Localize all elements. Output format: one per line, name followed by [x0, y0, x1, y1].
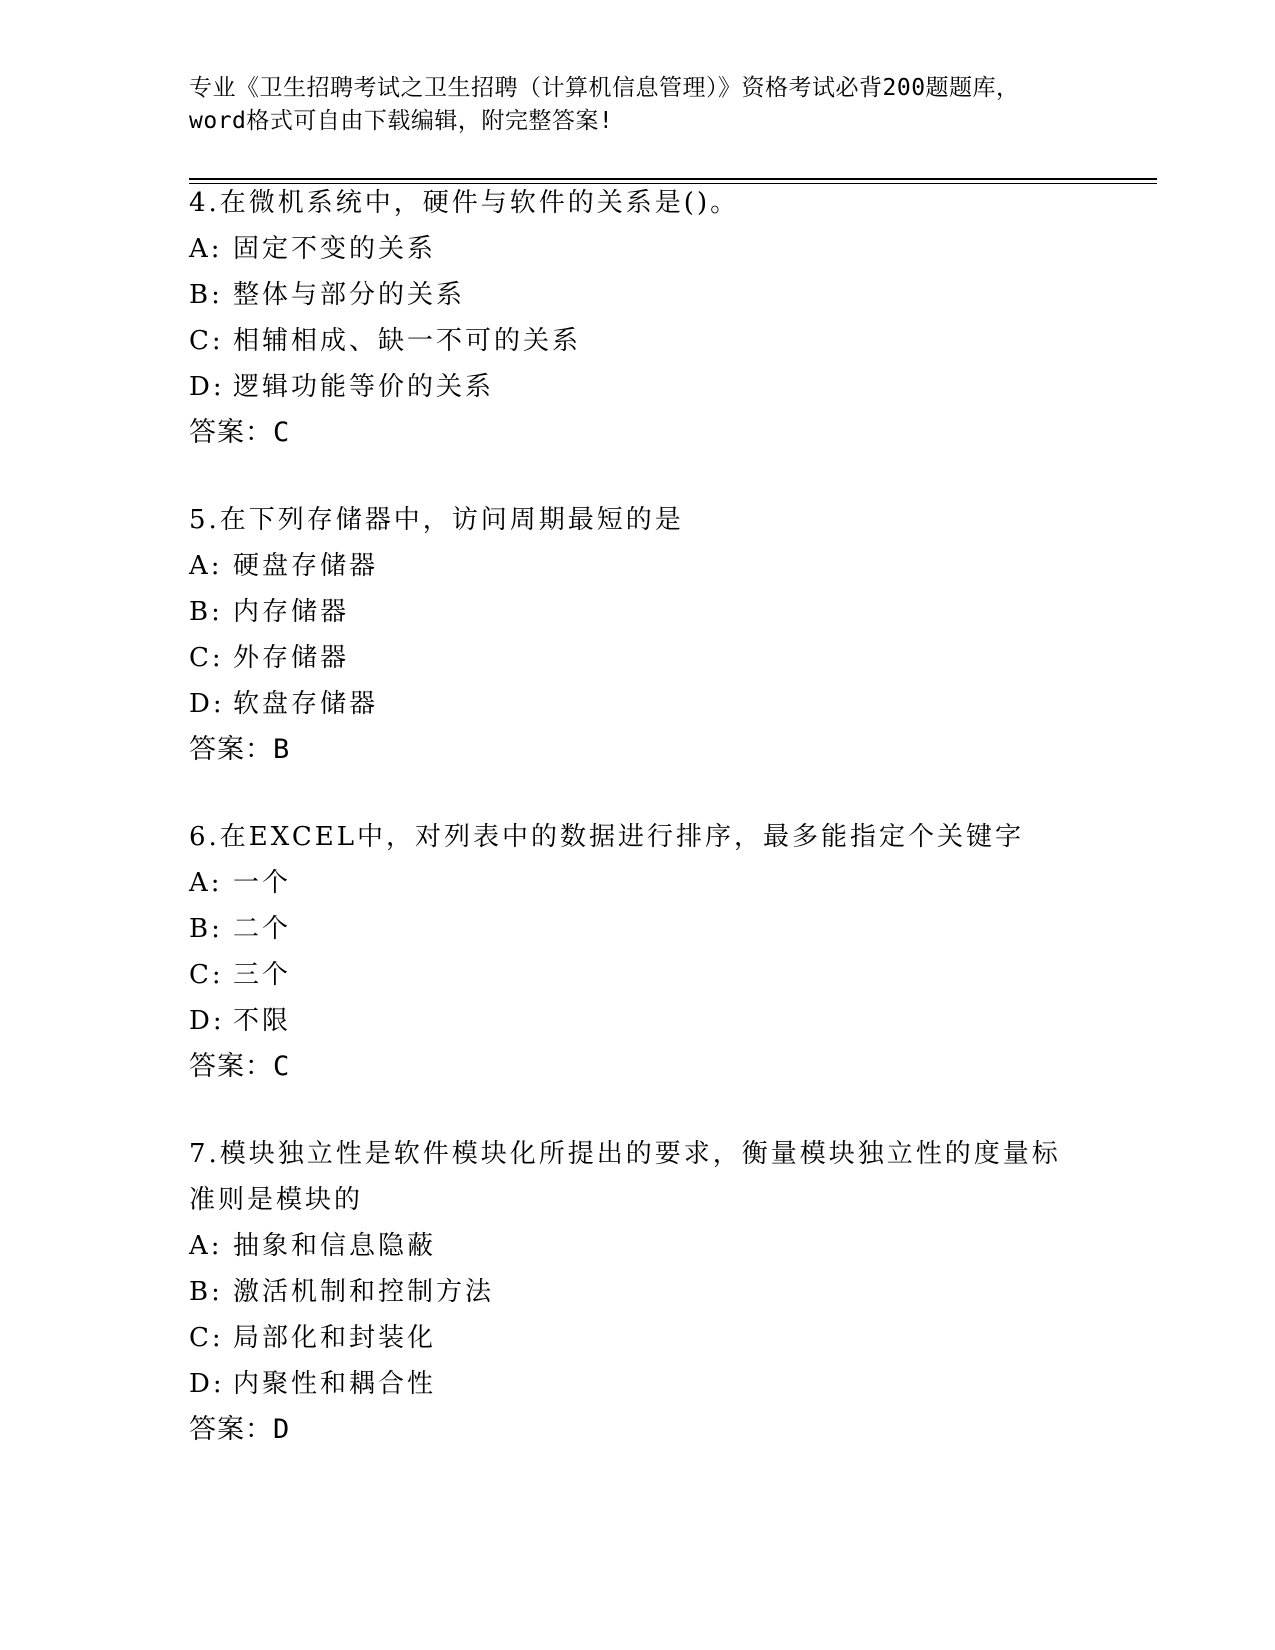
option-text: 激活机制和控制方法 — [233, 1277, 495, 1307]
option-letter: D: — [189, 689, 225, 719]
option-a — [189, 226, 1109, 272]
option-letter: B: — [189, 1277, 223, 1307]
answer-line: 答案：C — [189, 417, 291, 448]
question-block — [189, 180, 1109, 456]
option-b — [189, 589, 1109, 635]
option-b — [189, 272, 1109, 318]
option-a — [189, 1223, 1109, 1269]
option-b — [189, 906, 1109, 952]
option-letter: D: — [189, 1369, 225, 1399]
option-d — [189, 998, 1109, 1044]
option-d — [189, 681, 1109, 727]
option-letter: C: — [189, 643, 224, 673]
option-letter: A: — [189, 234, 223, 264]
option-letter: A: — [189, 551, 223, 581]
option-letter: C: — [189, 1323, 224, 1353]
option-d — [189, 364, 1109, 410]
option-text: 固定不变的关系 — [233, 234, 437, 264]
option-d — [189, 1361, 1109, 1407]
option-c — [189, 952, 1109, 998]
answer-line: 答案：B — [189, 734, 291, 765]
option-c — [189, 318, 1109, 364]
document-header — [189, 72, 1089, 138]
question-block — [189, 814, 1109, 1090]
question-stem: 5.在下列存储器中，访问周期最短的是 — [189, 505, 684, 535]
option-letter: D: — [189, 372, 225, 402]
option-text: 三个 — [233, 960, 292, 990]
question-stem: 6.在EXCEL中，对列表中的数据进行排序，最多能指定个关键字 — [189, 822, 1024, 852]
option-letter: C: — [189, 960, 224, 990]
answer-line: 答案：C — [189, 1051, 291, 1082]
option-c — [189, 1315, 1109, 1361]
option-a — [189, 860, 1109, 906]
option-letter: B: — [189, 597, 223, 627]
option-text: 抽象和信息隐蔽 — [233, 1231, 437, 1261]
question-stem: 7.模块独立性是软件模块化所提出的要求，衡量模块独立性的度量标 — [189, 1139, 1061, 1169]
option-text: 逻辑功能等价的关系 — [233, 372, 495, 402]
answer-line: 答案：D — [189, 1414, 291, 1445]
question-block — [189, 497, 1109, 773]
option-text: 内聚性和耦合性 — [233, 1369, 437, 1399]
question-stem-continued: 准则是模块的 — [189, 1185, 364, 1215]
option-text: 整体与部分的关系 — [233, 280, 466, 310]
option-text: 不限 — [233, 1006, 292, 1036]
option-b — [189, 1269, 1109, 1315]
option-text: 一个 — [233, 868, 292, 898]
option-text: 外存储器 — [233, 643, 350, 673]
question-block — [189, 1131, 1109, 1453]
option-text: 软盘存储器 — [233, 689, 379, 719]
option-letter: D: — [189, 1006, 225, 1036]
option-text: 相辅相成、缺一不可的关系 — [233, 326, 582, 356]
option-a — [189, 543, 1109, 589]
option-letter: A: — [189, 868, 223, 898]
option-text: 局部化和封装化 — [233, 1323, 437, 1353]
header-line-2: word格式可自由下载编辑，附完整答案! — [189, 108, 614, 134]
option-c — [189, 635, 1109, 681]
option-text: 内存储器 — [233, 597, 350, 627]
question-stem: 4.在微机系统中，硬件与软件的关系是()。 — [189, 188, 740, 218]
option-letter: B: — [189, 914, 223, 944]
option-letter: B: — [189, 280, 223, 310]
option-text: 硬盘存储器 — [233, 551, 379, 581]
header-line-1: 专业《卫生招聘考试之卫生招聘（计算机信息管理）》资格考试必背200题题库， — [189, 75, 1020, 101]
option-letter: C: — [189, 326, 224, 356]
option-text: 二个 — [233, 914, 292, 944]
option-letter: A: — [189, 1231, 223, 1261]
